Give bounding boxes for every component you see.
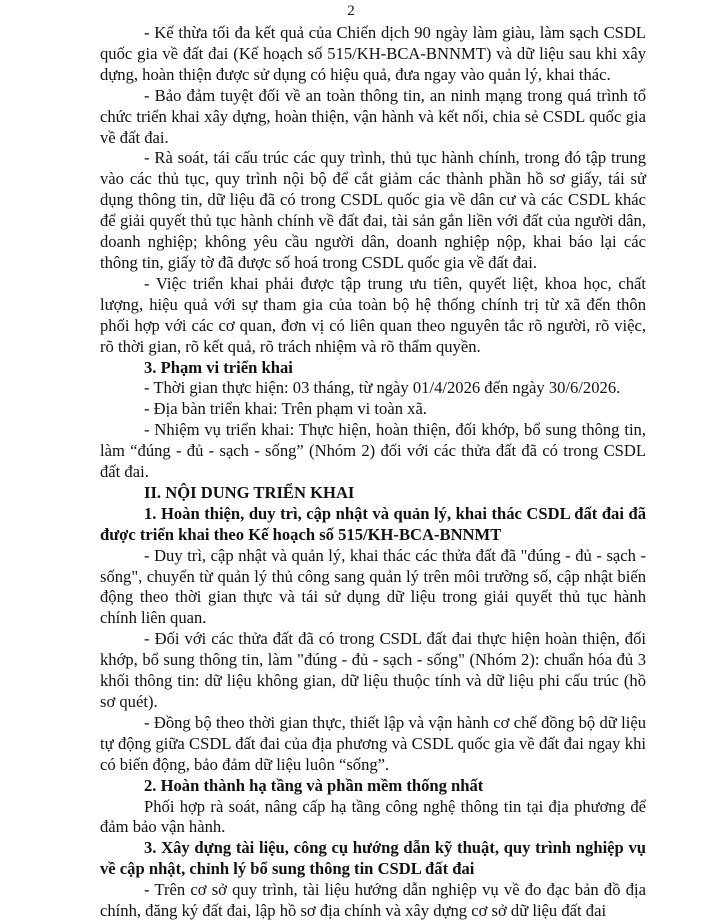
paragraph-implementation-time: - Thời gian thực hiện: 03 tháng, từ ngày 01/4/2026 đến ngày 30/6/2026. [144,378,621,398]
paragraph-maintain-update: - Duy trì, cập nhật và quản lý, khai thác các thửa đất đã "đúng - đủ - sạch - sống", chuyển từ quản lý thủ công sang quản lý trên môi trường số, cập nhật biến động theo thời gian thực và tái sử dụng dữ liệu trong giải quyết thủ tục hành chính liên quan. [100,545,646,628]
heading-item-1: 1. Hoàn thiện, duy trì, cập nhật và quản lý, khai thác CSDL đất đai đã được triển khai theo Kế hoạch số 515/KH-BCA-BNNMT [100,503,646,544]
heading-item-3: 3. Xây dựng tài liệu, công cụ hướng dẫn kỹ thuật, quy trình nghiệp vụ về cập nhật, chỉnh lý bổ sung thông tin CSDL đất đai [100,838,646,879]
heading-scope: 3. Phạm vi triển khai [144,357,293,377]
paragraph-infrastructure: Phối hợp rà soát, nâng cấp hạ tầng công nghệ thông tin tại địa phương để đảm bảo vận hành. [100,796,646,837]
paragraph-standardize-info: - Đối với các thửa đất đã có trong CSDL đất đai thực hiện hoàn thiện, đối khớp, bổ sung thông tin, làm "đúng - đủ - sạch - sống" (Nhóm 2): chuẩn hóa đủ 3 khối thông tin: dữ liệu không gian, dữ liệu thuộc tính và dữ liệu phi cấu trúc (hồ sơ quét). [100,629,646,711]
paragraph-inherit-campaign-results: - Kế thừa tối đa kết quả của Chiến dịch 90 ngày làm giàu, làm sạch CSDL quốc gia về đất đai (Kế hoạch số 515/KH-BCA-BNNMT) và dữ liệu sau khi xây dựng, hoàn thiện được sử dụng có hiệu quả, đưa ngay vào quản lý, khai thác. [100,23,646,84]
paragraph-guidance-docs: - Trên cơ sở quy trình, tài liệu hướng dẫn nghiệp vụ về đo đạc bản đồ địa chính, đăng ký đất đai, lập hồ sơ địa chính và xây dựng cơ sở dữ liệu đất đai [100,880,646,921]
paragraph-realtime-sync: - Đồng bộ theo thời gian thực, thiết lập và vận hành cơ chế đồng bộ dữ liệu tự động giữa CSDL đất đai của địa phương và CSDL quốc gia về đất đai ngay khi có biến động, bảo đảm dữ liệu luôn “sống”. [100,712,646,774]
paragraph-implementation-priority: - Việc triển khai phải được tập trung ưu tiên, quyết liệt, khoa học, chất lượng, hiệu quả với sự tham gia của toàn bộ hệ thống chính trị từ xã đến thôn phối hợp với các cơ quan, đơn vị có liên quan theo nguyên tắc rõ người, rõ việc, rõ thời gian, rõ kết quả, rõ trách nhiệm và rõ thẩm quyền. [100,273,646,356]
heading-item-2: 2. Hoàn thành hạ tầng và phần mềm thống nhất [144,775,484,795]
page-number: 2 [347,3,355,19]
heading-section-ii: II. NỘI DUNG TRIỂN KHAI [144,482,355,502]
paragraph-information-security: - Bảo đảm tuyệt đối về an toàn thông tin, an ninh mạng trong quá trình tổ chức triển khai xây dựng, hoàn thiện, vận hành và kết nối, chia sẻ CSDL quốc gia về đất đai. [100,85,646,147]
paragraph-implementation-area: - Địa bàn triển khai: Trên phạm vi toàn xã. [144,399,427,419]
document-body [100,23,646,922]
paragraph-review-procedures: - Rà soát, tái cấu trúc các quy trình, thủ tục hành chính, trong đó tập trung vào các thủ tục, quy trình nội bộ để cắt giảm các thành phần hồ sơ giấy, tái sử dụng thông tin, dữ liệu đã có trong CSDL quốc gia về dân cư và các CSDL khác để giải quyết thủ tục hành chính về đất đai, tài sản gắn liền với đất của người dân, doanh nghiệp; không yêu cầu người dân, doanh nghiệp nộp, khai báo lại các thông tin, giấy tờ đã được số hoá trong CSDL quốc gia về đất đai. [100,148,646,272]
paragraph-implementation-tasks: - Nhiệm vụ triển khai: Thực hiện, hoàn thiện, đối khớp, bổ sung thông tin, làm “đúng - đủ - sạch - sống” (Nhóm 2) đối với các thửa đất đã có trong CSDL đất đai. [100,420,646,482]
